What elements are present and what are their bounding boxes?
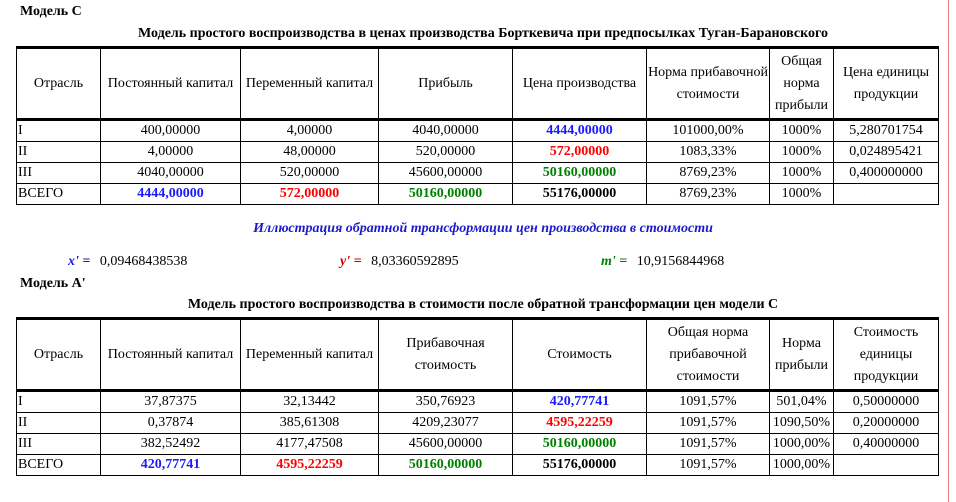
header-branch: Отрасль: [17, 48, 101, 120]
table-row: [17, 120, 939, 142]
x-prime-line: [68, 254, 187, 270]
table-cell: 101000,00%: [647, 120, 770, 142]
table-cell: III: [17, 163, 101, 184]
table-cell: 4595,22259: [513, 413, 647, 434]
table-cell: 4177,47508: [241, 434, 379, 455]
illustration-title: Иллюстрация обратной трансформации цен производства в стоимости: [253, 221, 713, 236]
table-cell: 1090,50%: [770, 413, 834, 434]
table-cell: 8769,23%: [647, 184, 770, 205]
table-cell: 1000%: [770, 184, 834, 205]
table-cell: 1091,57%: [647, 413, 770, 434]
table-cell: 385,61308: [241, 413, 379, 434]
table-cell: 382,52492: [101, 434, 241, 455]
table-cell: 50160,00000: [513, 434, 647, 455]
table-row: [17, 391, 939, 413]
table-cell: 0,400000000: [834, 163, 939, 184]
table-cell: 520,00000: [379, 142, 513, 163]
table-cell: 1091,57%: [647, 391, 770, 413]
header-general-profit-rate: Общая норма прибыли: [770, 48, 834, 120]
model-a-heading: Модель А': [20, 276, 86, 291]
table-cell: 4040,00000: [101, 163, 241, 184]
table-cell: 400,00000: [101, 120, 241, 142]
table-row: [17, 434, 939, 455]
header-branch: Отрасль: [17, 319, 101, 391]
table-cell: 50160,00000: [379, 184, 513, 205]
table-total-row: [17, 184, 939, 205]
table-cell: 4444,00000: [513, 120, 647, 142]
table-cell: 572,00000: [241, 184, 379, 205]
table-cell: 420,77741: [513, 391, 647, 413]
table-cell: 1091,57%: [647, 434, 770, 455]
model-c-heading: Модель С: [20, 4, 82, 19]
header-unit-price: Цена единицы продукции: [834, 48, 939, 120]
table-cell: 0,024895421: [834, 142, 939, 163]
header-general-surplus-rate: Общая норма прибавочной стоимости: [647, 319, 770, 391]
table-cell: I: [17, 391, 101, 413]
model-c-title: Модель простого воспроизводства в ценах производства Борткевича при предпосылках Туган-Барановского: [137, 26, 829, 41]
table-cell: 1091,57%: [647, 455, 770, 476]
y-prime-label: y' =: [340, 254, 362, 269]
table-cell: 55176,00000: [513, 455, 647, 476]
table-cell: 0,50000000: [834, 391, 939, 413]
table-cell: 4040,00000: [379, 120, 513, 142]
table-cell: 1000,00%: [770, 455, 834, 476]
table-cell: 4,00000: [241, 120, 379, 142]
header-surplus-rate: Норма прибавочной стоимости: [647, 48, 770, 120]
header-constant-capital: Постоянный капитал: [101, 319, 241, 391]
table-cell: 32,13442: [241, 391, 379, 413]
table-cell: 1000%: [770, 163, 834, 184]
header-unit-value: Стоимость единицы продукции: [834, 319, 939, 391]
table-cell: ВСЕГО: [17, 184, 101, 205]
table-row: [17, 142, 939, 163]
table-cell: III: [17, 434, 101, 455]
header-profit-rate: Норма прибыли: [770, 319, 834, 391]
table-cell: 4595,22259: [241, 455, 379, 476]
table-cell: 0,20000000: [834, 413, 939, 434]
model-c-table: [16, 46, 939, 205]
table-cell: 55176,00000: [513, 184, 647, 205]
table-cell: 350,76923: [379, 391, 513, 413]
table-cell: 37,87375: [101, 391, 241, 413]
table-cell: 48,00000: [241, 142, 379, 163]
m-prime-value: 10,9156844968: [636, 254, 725, 269]
table-cell: 501,04%: [770, 391, 834, 413]
table-cell: 1000%: [770, 142, 834, 163]
table-total-row: [17, 455, 939, 476]
table-cell: 0,37874: [101, 413, 241, 434]
page-edge-line: [948, 0, 949, 502]
table-cell: 4,00000: [101, 142, 241, 163]
y-prime-value: 8,03360592895: [371, 254, 459, 269]
table-cell: 50160,00000: [513, 163, 647, 184]
model-a-title: Модель простого воспроизводства в стоимости после обратной трансформации цен модели С: [187, 297, 779, 312]
table-cell: 45600,00000: [379, 163, 513, 184]
m-prime-label: m' =: [601, 254, 628, 269]
table-cell: II: [17, 413, 101, 434]
model-a-table: [16, 317, 939, 476]
header-value: Стоимость: [513, 319, 647, 391]
m-prime-line: [601, 254, 724, 270]
table-cell: 572,00000: [513, 142, 647, 163]
table-cell: II: [17, 142, 101, 163]
table-row: [17, 413, 939, 434]
table-cell: [834, 455, 939, 476]
table-cell: ВСЕГО: [17, 455, 101, 476]
table-cell: 1083,33%: [647, 142, 770, 163]
table-cell: 0,40000000: [834, 434, 939, 455]
table-cell: 5,280701754: [834, 120, 939, 142]
header-constant-capital: Постоянный капитал: [101, 48, 241, 120]
table-row: [17, 163, 939, 184]
header-profit: Прибыль: [379, 48, 513, 120]
table-cell: 1000%: [770, 120, 834, 142]
y-prime-line: [340, 254, 459, 270]
header-production-price: Цена производства: [513, 48, 647, 120]
table-cell: 4444,00000: [101, 184, 241, 205]
header-variable-capital: Переменный капитал: [241, 48, 379, 120]
x-prime-label: x' =: [68, 254, 91, 269]
table-cell: [834, 184, 939, 205]
header-surplus-value: Прибавочная стоимость: [379, 319, 513, 391]
table-cell: 50160,00000: [379, 455, 513, 476]
table-cell: 8769,23%: [647, 163, 770, 184]
x-prime-value: 0,09468438538: [99, 254, 188, 269]
table-cell: 520,00000: [241, 163, 379, 184]
table-cell: 4209,23077: [379, 413, 513, 434]
table-cell: 1000,00%: [770, 434, 834, 455]
table-cell: I: [17, 120, 101, 142]
header-variable-capital: Переменный капитал: [241, 319, 379, 391]
table-cell: 420,77741: [101, 455, 241, 476]
table-cell: 45600,00000: [379, 434, 513, 455]
